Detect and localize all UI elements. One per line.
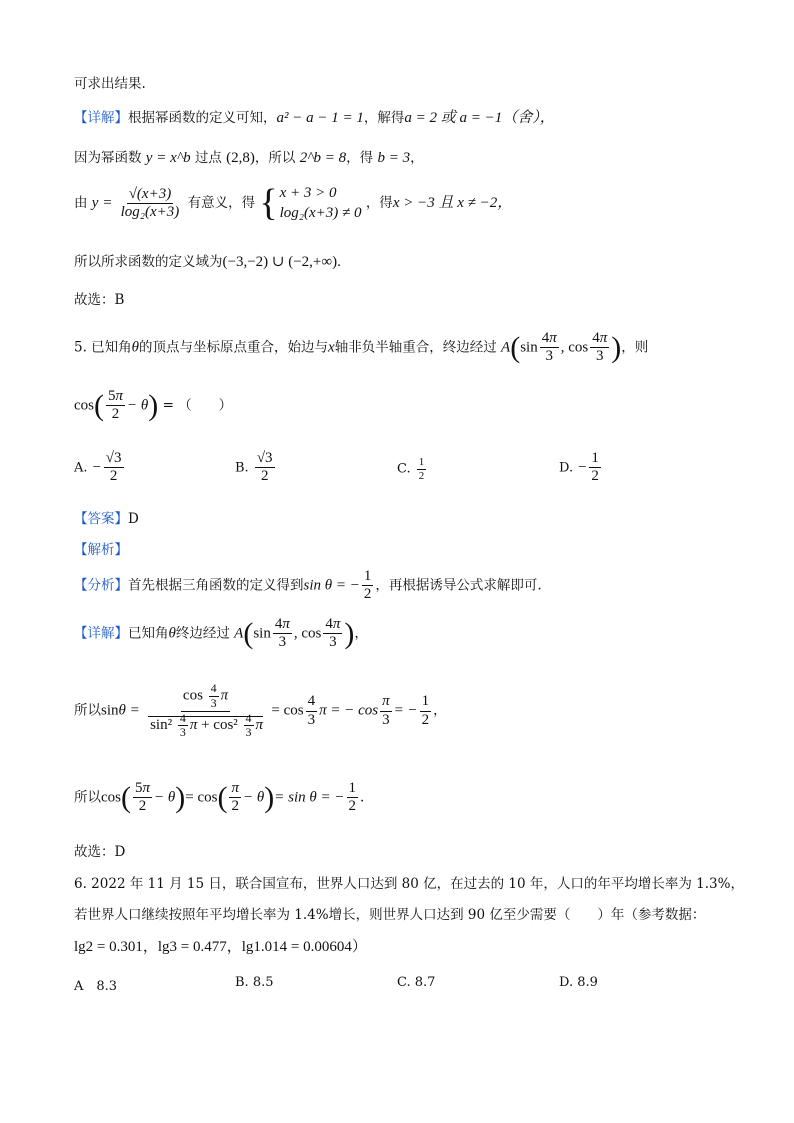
analysis-line: 【分析】首先根据三角函数的定义得到sin θ = − $\frac{1}{2}$ ，再根据诱导公式求解即可.: [74, 568, 542, 603]
option-c[interactable]: C. $\frac{1}{2}$: [397, 456, 425, 482]
question-5-expr: cos( $\frac{5\pi}{2}$ − θ) = （ ）: [74, 388, 233, 423]
analysis-tag: 【解析】: [74, 542, 128, 558]
option-a[interactable]: A. − $\frac{√3}{2}$: [74, 450, 122, 485]
equation-system: { x + 3 > 0 log₂(x+3) ≠ 0: [259, 182, 362, 225]
math-expr: a = 2 或 a = −1（舍），: [404, 110, 555, 126]
option-b[interactable]: B. $\frac{√3}{2}$: [235, 450, 273, 485]
text-line: 由 y = $\frac{√(x+3)}{\text{log₂(x+3)}}$ 有意义，得 { x + 3 > 0 log₂(x+3) ≠ 0 ，得x > −3 且 x ≠ −2，: [74, 182, 513, 225]
math-expr: x > −3 且 x ≠ −2，: [392, 194, 513, 211]
text-line: 因为幂函数 y = x^b 过点 (2,8)，所以 2^b = 8，得 b = 3，: [74, 150, 424, 166]
text-line: 所以所求函数的定义域为(−3,−2) ∪ (−2,+∞).: [74, 254, 341, 270]
derivation-2: 所以cos( $\frac{5\pi}{2}$ − θ)= cos( $\frac{\pi}{2}$ − θ)= sin θ = − $\frac{1}{2}$ .: [74, 780, 365, 815]
text-line: 故选：D: [74, 844, 126, 860]
question-6-line: 6. 2022 年 11 月 15 日，联合国宣布，世界人口达到 80 亿，在过去的 10 年，人口的年平均增长率为 1.3%，: [74, 876, 744, 892]
answer-line: 【答案】D: [74, 511, 139, 527]
math-expr: a² − a − 1 = 1: [276, 110, 364, 126]
text-line: 可求出结果.: [74, 76, 146, 92]
math-expr: y = x^b: [145, 150, 191, 166]
math-expr: (−3,−2) ∪ (−2,+∞).: [222, 254, 341, 270]
detail-line: 【详解】已知角θ终边经过 A(sin $\frac{4\pi}{3}$ , cos $\frac{4\pi}{3}$ )，: [74, 616, 368, 651]
math-expr: 2^b = 8: [299, 150, 347, 166]
fraction: $\frac{√(x+3)}{\text{log₂(x+3)}}$: [120, 185, 180, 220]
text-line: 【详解】根据幂函数的定义可知，a² − a − 1 = 1，解得a = 2 或 a = −1（舍），: [74, 110, 555, 126]
derivation-1: 所以sinθ = cos $\frac{4}{3}$ π sin² $\frac{4}{3}$ π + cos² $\frac{4}{3}$ π = cos $\frac{4}{3}$ π = − cos $\frac{\pi}{3}$ = − $\frac{1}{2}$ ，: [74, 681, 447, 740]
text-line: 故选：B: [74, 292, 125, 308]
q6-option-a[interactable]: A 8.3: [74, 979, 118, 994]
q6-option-c[interactable]: C. 8.7: [397, 975, 436, 990]
question-6-line: lg2 = 0.301，lg3 = 0.477，lg1.014 = 0.00604）: [74, 939, 367, 955]
q6-option-b[interactable]: B. 8.5: [235, 975, 274, 990]
question-5: 5. 已知角θ的顶点与坐标原点重合，始边与x轴非负半轴重合，终边经过 A(sin $\frac{4\pi}{3}$ , cos $\frac{4\pi}{3}$ )，则: [74, 330, 649, 365]
question-6-line: 若世界人口继续按照年平均增长率为 1.4%增长，则世界人口达到 90 亿至少需要（ ）年（参考数据：: [74, 907, 706, 923]
answer-tag: 【答案】: [74, 511, 128, 527]
math-expr: b = 3: [377, 150, 411, 166]
q6-option-d[interactable]: D. 8.9: [559, 975, 598, 990]
option-d[interactable]: D. − $\frac{1}{2}$: [559, 450, 599, 485]
detail-tag: 【详解】: [74, 110, 128, 126]
math-expr: (2,8): [226, 150, 255, 166]
